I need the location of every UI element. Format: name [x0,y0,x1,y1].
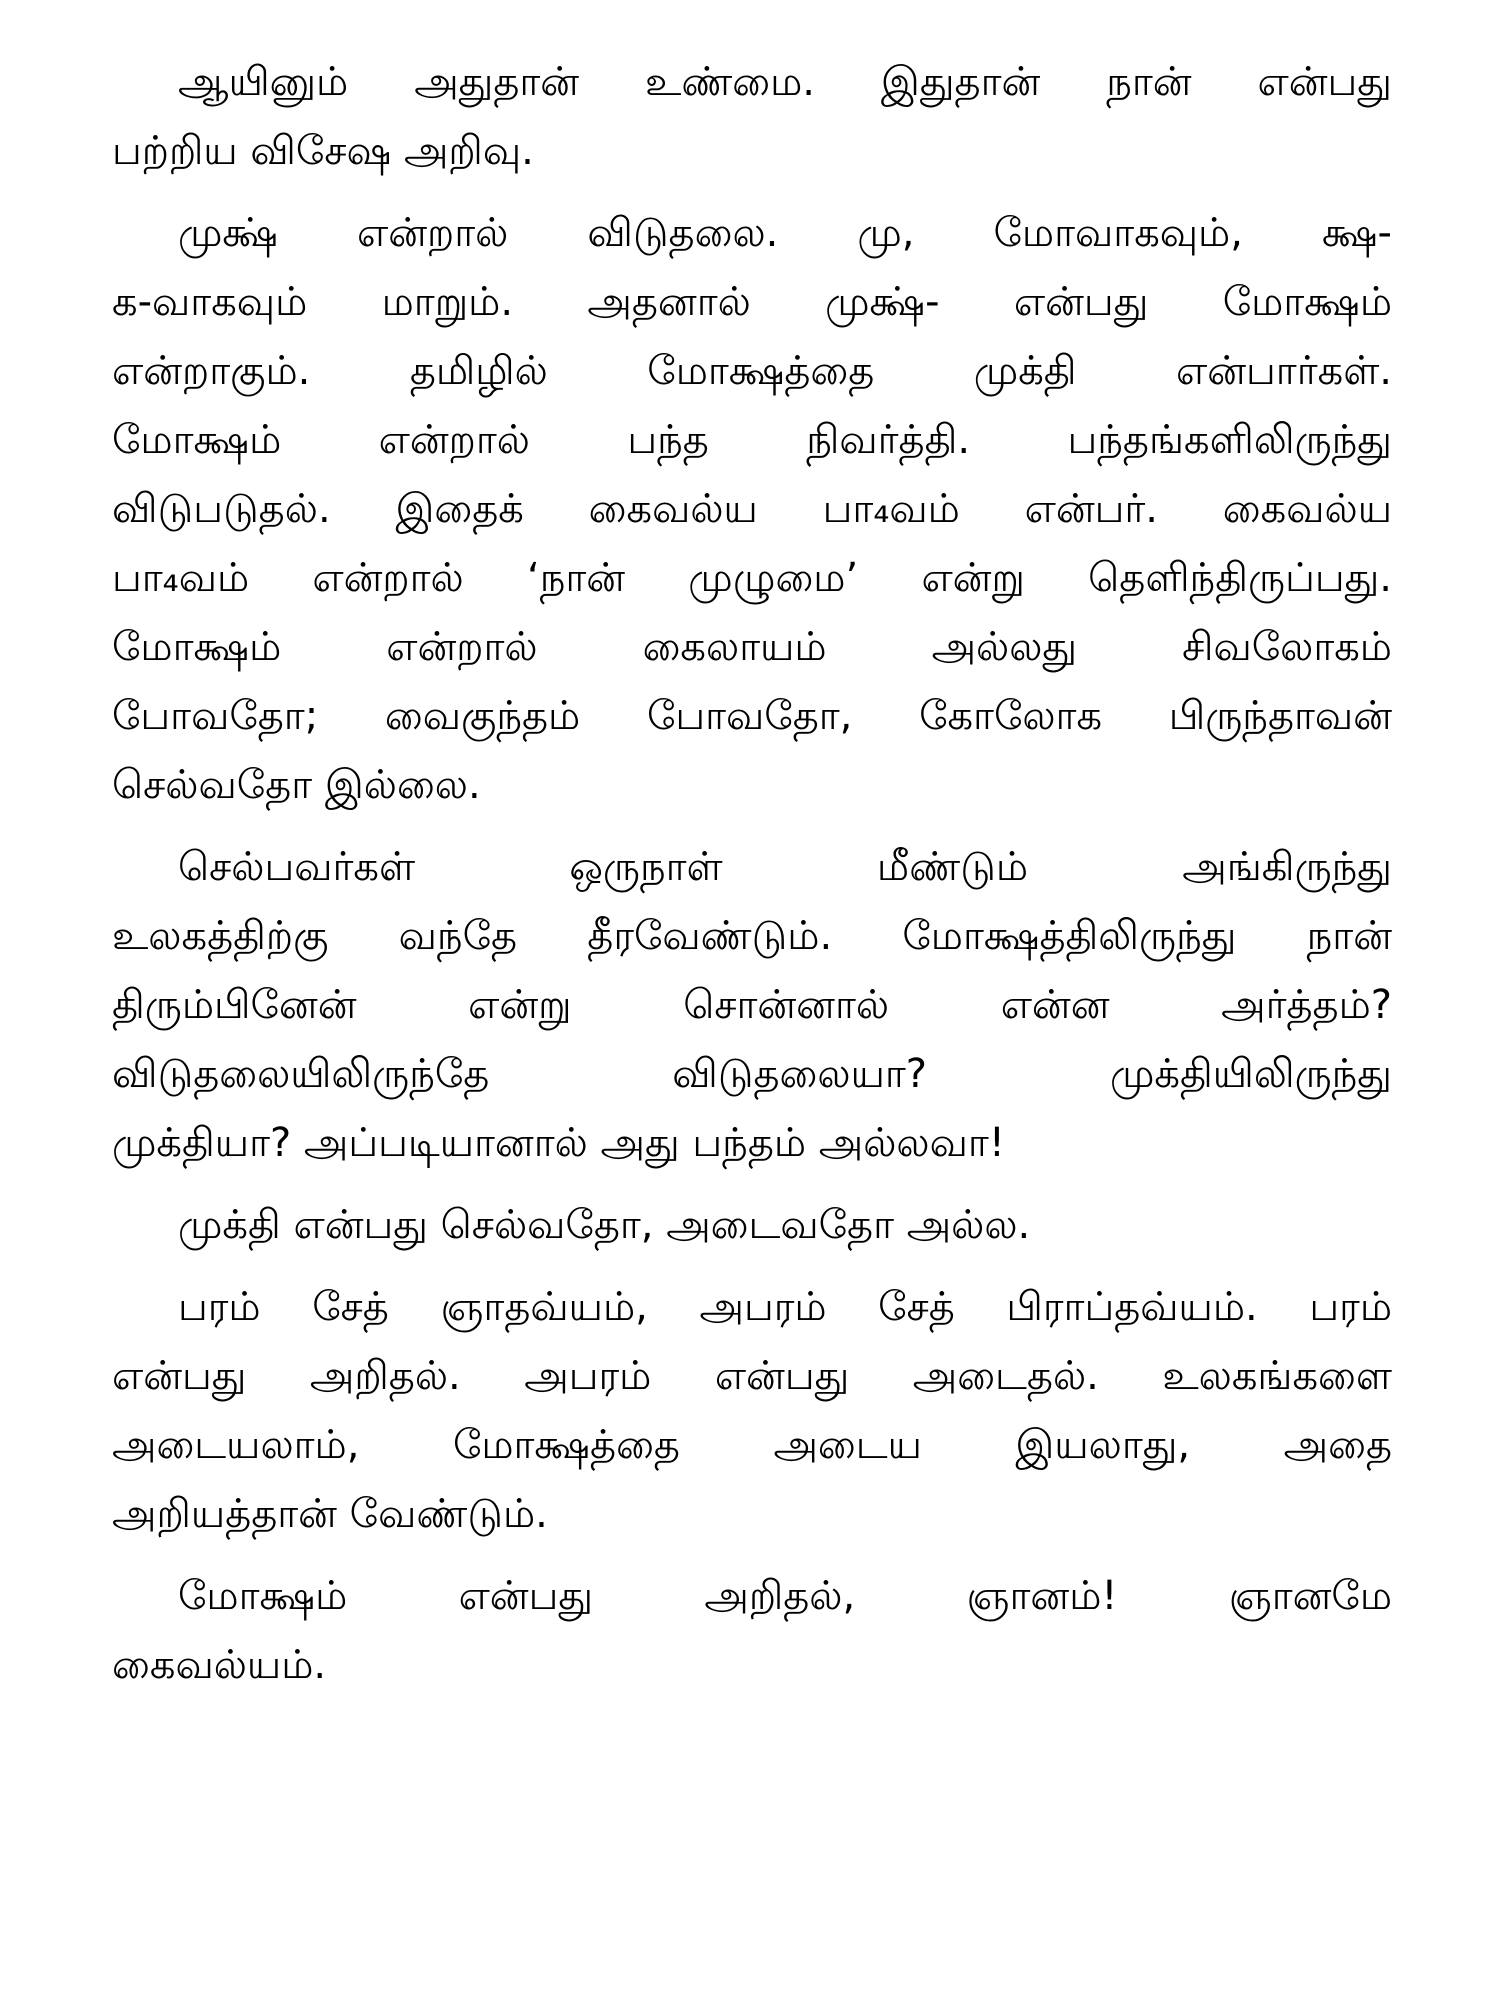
text-line: உலகத்திற்கு வந்தே தீரவேண்டும். மோக்ஷத்திலிருந்து நான் [112,913,1392,959]
text-line: கைவல்யம். [112,1642,327,1688]
text-line: விடுதலையிலிருந்தே விடுதலையா? முக்தியிலிருந்து [112,1051,1392,1097]
paragraph-2 [112,199,1392,820]
text-line: ஆயினும் அதுதான் உண்மை. இதுதான் நான் என்பது [178,59,1392,105]
paragraph-3 [112,833,1392,1178]
text-line: விடுபடுதல். இதைக் கைவல்ய பா₄வம் என்பர். கைவல்ய [112,486,1392,532]
text-line: செல்பவர்கள் ஒருநாள் மீண்டும் அங்கிருந்து [178,844,1392,890]
text-line: செல்வதோ இல்லை. [112,762,481,808]
text-line: மோக்ஷம் என்பது அறிதல், ஞானம்! ஞானமே [178,1573,1392,1619]
text-line: முக்தி என்பது செல்வதோ, அடைவதோ அல்ல. [178,1202,1031,1248]
text-line: திரும்பினேன் என்று சொன்னால் என்ன அர்த்தம்? [112,982,1392,1028]
text-line: பரம் சேத் ஞாதவ்யம், அபரம் சேத் பிராப்தவ்யம். பரம் [178,1284,1392,1330]
text-line: முக்ஷ் என்றால் விடுதலை. மு, மோவாகவும், க்ஷ- [178,210,1392,256]
text-line: பற்றிய விசேஷ அறிவு. [112,128,534,174]
paragraph-4 [112,1191,1392,1260]
text-line: அறியத்தான் வேண்டும். [112,1491,548,1537]
text-line: முக்தியா? அப்படியானால் அது பந்தம் அல்லவா! [112,1120,1005,1166]
text-line: மோக்ஷம் என்றால் பந்த நிவர்த்தி. பந்தங்களிலிருந்து [112,417,1392,463]
text-line: என்பது அறிதல். அபரம் என்பது அடைதல். உலகங்களை [112,1353,1392,1399]
paragraph-6 [112,1562,1392,1700]
text-line: போவதோ; வைகுந்தம் போவதோ, கோலோக பிருந்தாவன் [112,693,1392,739]
text-line: பா₄வம் என்றால் ‘நான் முழுமை’ என்று தெளிந்திருப்பது. [112,555,1392,601]
text-line: என்றாகும். தமிழில் மோக்ஷத்தை முக்தி என்பார்கள். [112,348,1392,394]
paragraph-5 [112,1273,1392,1549]
paragraph-1 [112,48,1392,186]
text-line: அடையலாம், மோக்ஷத்தை அடைய இயலாது, அதை [112,1422,1392,1468]
text-line: மோக்ஷம் என்றால் கைலாயம் அல்லது சிவலோகம் [112,624,1392,670]
document-page [112,48,1392,1713]
text-line: க-வாகவும் மாறும். அதனால் முக்ஷ்- என்பது மோக்ஷம் [112,279,1392,325]
